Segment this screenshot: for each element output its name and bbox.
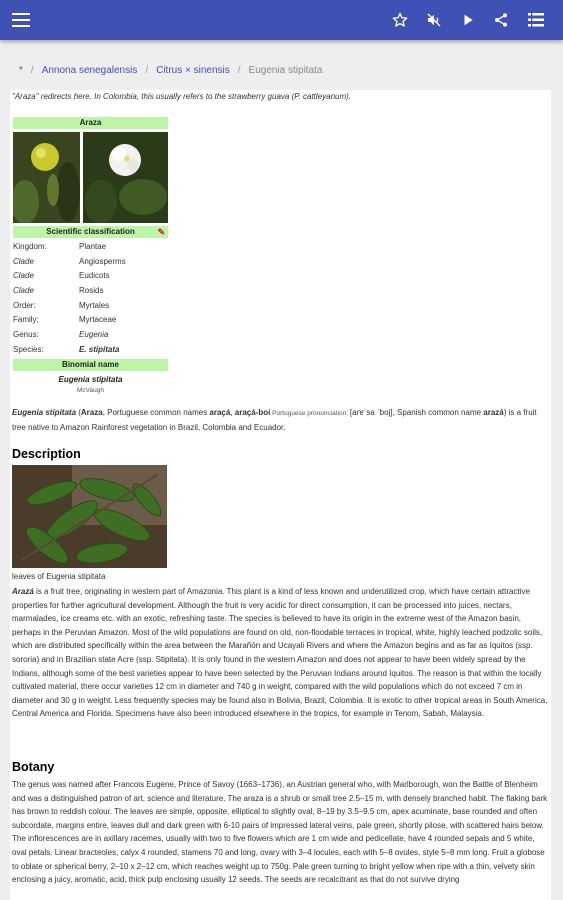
intro-lead: Araza <box>80 408 103 417</box>
row-value[interactable]: Myrtales <box>79 300 110 310</box>
leaves-photo[interactable] <box>12 465 167 568</box>
ipa-text[interactable]: [aɾɐˈsa ˈboj] <box>349 408 393 417</box>
classification-row <box>13 255 168 270</box>
binomial-block <box>13 374 168 396</box>
binomial-heading: Binomial name <box>13 359 168 371</box>
classification-row <box>13 328 168 343</box>
classification-row <box>13 284 168 299</box>
row-value[interactable]: Myrtaceae <box>79 315 117 325</box>
row-value[interactable]: Plantae <box>79 242 107 251</box>
edit-pencil-icon[interactable]: ✎ <box>157 227 165 237</box>
breadcrumb-separator: / <box>237 64 241 76</box>
binomial-authority: McVaugh <box>77 386 104 394</box>
row-value[interactable]: Eudicots <box>79 271 110 281</box>
contents-icon[interactable] <box>524 8 548 32</box>
row-key: Order: <box>13 300 36 310</box>
share-icon[interactable] <box>489 8 513 32</box>
breadcrumb-separator: / <box>30 64 34 76</box>
intro-pt-name: araçá-boi <box>234 408 271 417</box>
volume-off-icon[interactable] <box>422 8 446 32</box>
description-heading: Description <box>12 447 81 461</box>
intro-text: , <box>230 408 235 417</box>
breadcrumb-separator: / <box>145 64 149 76</box>
breadcrumb-item-annona[interactable]: Annona senegalensis <box>41 64 138 76</box>
row-key: Kingdom: <box>13 242 47 251</box>
row-key: Species: <box>13 344 44 354</box>
row-value[interactable]: Angiosperms <box>79 256 126 266</box>
classification-heading-label: Scientific classification <box>46 227 135 236</box>
description-body: is a fruit tree, originating in western part of Amazonia. This plant is a kind of less known and underutilized crop, which have certain attractive properties for further agricultural development. Although the fruit is very acidic for direct consumption, it can be processed into juices, nectars, marmalades, ice creams etc. with an exotic, refreshing taste. The species is believed to have its origin in the extreme west of the Amazon basin, perhaps in the Peruvian Amazon. Most of the wild populations are found on old, non-floodable terraces in tropical, white, highly leached podzolic soils, which are distributed specifically within the area between the Marañón and Ucayali Rivers and where the Amazon begins and as far as Iquitos (ssp. sororia) and in Brazilian state Acre (ssp. Stipitata). It is only found in the western Amazon and does not appear to have been widely spread by the Indians, although some of the best varieties appear to have been selected by the Peruvian Indians around Iquitos. The reason is that within the locally cultivated material, there occur varieties 12 cm in diameter and 740 g in weight, compared with the wild populations which do not exceed 7 cm in diameter and 30 g in weight. Less frequently species may be found also in Bolivia, Brazil, Colombia. It is exotic to other tropical areas in South America, Central America and Florida. Specimens have also been introduced elsewhere in the tropics, for example in Tenom, Sabah, Malaysia. <box>12 587 548 719</box>
botany-paragraph: The genus was named after Francois Eugene, Prince of Savoy (1663–1736), an Austrian general who, with Marlborough, won the Battle of Blenheim and was a distinguished patron of art, science and literature. The araza is a shrub or small tree 2.5–15 m, with densely branched habit. The flaking bark has brown to reddish colour. The leaves are simple, opposite, elliptical to slightly oval, 8–19 by 3.5–9.5 cm, apex acuminate, base rounded and often subcordate, margins entire, leaves dull and dark green with 6-10 pairs of impressed lateral veins, pale green, shortly pilose, with scattered hairs below. The inflorescences are in axillary racemes, usually with two to five flowers which are 1 cm wide and pedicellate, have 4 rounded sepals and 5 white, oval petals. Linear bracteoles, calyx 4 rounded, stamens 70 and long, ovary with 3–4 locules, each with 5–8 ovules, style 5–8 mm long. Fruit a globose to oblate or spherical berry, 2–10 x 2–12 cm, which reaches weight up to 750g. Pale green turning to bright yellow when ripe with a thin, velvety skin enclosing a juicy, aromatic, acid, thick pulp enclosing usually 12 seeds. The seeds are recalcitrant as that do not survive drying <box>12 780 548 885</box>
botany-heading: Botany <box>12 760 55 774</box>
row-value: E. stipitata <box>79 344 120 354</box>
row-value[interactable]: Eugenia <box>79 330 109 340</box>
binomial-name: Eugenia stipitata <box>58 374 123 384</box>
flower-photo[interactable] <box>83 132 168 223</box>
row-key: Genus: <box>13 330 39 340</box>
classification-table <box>13 240 168 358</box>
play-icon[interactable] <box>456 8 480 32</box>
intro-name: Eugenia stipitata <box>12 408 77 417</box>
breadcrumb-item-citrus[interactable]: Citrus × sinensis <box>156 64 230 76</box>
row-key: Family: <box>13 315 39 325</box>
infobox-images <box>13 132 168 223</box>
article-page[interactable] <box>10 90 551 900</box>
intro-paragraph: Eugenia stipitata (Araza, Portuguese common names araçá, araçá-boi Portuguese pronunciation: [aɾɐˈsa ˈboj], Spanish common name arazá) is a fruit tree native to Amazon Rainforest vegetation in Brazil, Colombia and Ecuador. <box>12 408 537 432</box>
classification-row <box>13 269 168 284</box>
infobox <box>13 117 168 396</box>
breadcrumb <box>0 58 563 82</box>
intro-text: , Portuguese common names <box>102 408 210 417</box>
breadcrumb-home[interactable]: * <box>19 64 23 76</box>
star-icon[interactable] <box>388 8 412 32</box>
intro-es-name: arazá <box>483 408 504 417</box>
classification-row <box>13 313 168 328</box>
intro-text: ) is a fruit tree native to Amazon Rainforest vegetation in Brazil, Colombia and Ecuador. <box>12 408 537 432</box>
description-paragraph <box>12 585 548 721</box>
row-value[interactable]: Rosids <box>79 286 104 296</box>
row-key: Clade <box>13 271 34 281</box>
row-key: Clade <box>13 256 34 266</box>
fruit-photo[interactable] <box>13 132 80 223</box>
classification-row <box>13 240 168 255</box>
classification-row <box>13 299 168 314</box>
classification-heading <box>13 226 168 238</box>
breadcrumb-current: Eugenia stipitata <box>248 64 323 76</box>
description-lead: Arazá <box>12 587 34 596</box>
row-key: Clade <box>13 286 34 296</box>
image-caption: leaves of Eugenia stipitata <box>12 572 106 581</box>
menu-icon[interactable] <box>9 8 33 32</box>
classification-row <box>13 343 168 358</box>
hatnote: "Araza" redirects here. In Colombia, this usually refers to the strawberry guava (P. cattleyanum). <box>12 92 352 101</box>
intro-pt-name: araçá <box>209 408 231 417</box>
intro-text: , Spanish common name <box>392 408 484 417</box>
infobox-title: Araza <box>13 117 168 129</box>
pronunciation-label[interactable]: Portuguese pronunciation: <box>270 410 350 417</box>
app-bar <box>0 0 563 40</box>
